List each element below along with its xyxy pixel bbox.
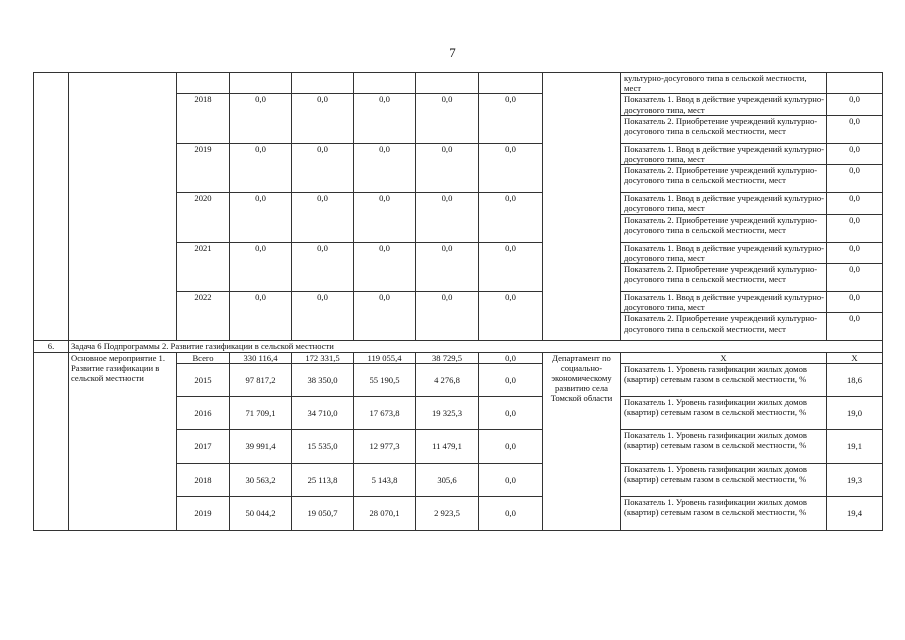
indicator-value-cell: 19,3 xyxy=(827,463,883,496)
indicator-value-cell: 0,0 xyxy=(827,242,883,263)
finance-total-cell: 38 729,5 xyxy=(416,352,479,363)
table-body xyxy=(34,73,883,531)
row-number-cell xyxy=(34,73,69,341)
finance-total-cell: 0,0 xyxy=(479,352,543,363)
finance-value-cell: 19 325,3 xyxy=(416,396,479,429)
indicator-value-cell: 19,1 xyxy=(827,429,883,463)
finance-value-cell: 4 276,8 xyxy=(416,363,479,396)
indicator-cell: Показатель 2. Приобретение учреждений культурно-досугового типа в сельской местности, мест xyxy=(621,264,827,292)
finance-value-cell: 0,0 xyxy=(479,193,543,242)
finance-value-cell: 38 350,0 xyxy=(292,363,354,396)
finance-value-cell: 11 479,1 xyxy=(416,429,479,463)
finance-total-cell: 172 331,5 xyxy=(292,352,354,363)
finance-value-cell: 0,0 xyxy=(416,242,479,291)
indicator-value-cell: Х xyxy=(827,352,883,363)
year-cell: 2017 xyxy=(177,429,230,463)
finance-total-cell: 119 055,4 xyxy=(354,352,416,363)
finance-value-cell: 0,0 xyxy=(354,143,416,192)
indicator-value-cell: 0,0 xyxy=(827,115,883,143)
year-cell: 2020 xyxy=(177,193,230,242)
finance-value-cell: 0,0 xyxy=(354,292,416,341)
finance-total-cell: 330 116,4 xyxy=(230,352,292,363)
total-label-cell: Всего xyxy=(177,352,230,363)
indicator-value-cell xyxy=(827,73,883,94)
finance-value-cell: 30 563,2 xyxy=(230,463,292,496)
indicator-cell: Показатель 1. Ввод в действие учреждений культурно-досугового типа, мест xyxy=(621,242,827,263)
indicator-value-cell: 0,0 xyxy=(827,165,883,193)
finance-value-cell: 0,0 xyxy=(230,242,292,291)
indicator-cell: Показатель 1. Уровень газификации жилых домов (квартир) сетевым газом в сельской местности, % xyxy=(621,363,827,396)
indicator-cell: Показатель 1. Ввод в действие учреждений культурно-досугового типа, мест xyxy=(621,292,827,313)
finance-value-cell: 34 710,0 xyxy=(292,396,354,429)
finance-value-cell: 0,0 xyxy=(416,94,479,143)
executor-cell xyxy=(543,73,621,341)
indicator-cell: Показатель 2. Приобретение учреждений культурно-досугового типа в сельской местности, мест xyxy=(621,214,827,242)
indicator-value-cell: 0,0 xyxy=(827,214,883,242)
indicator-value-cell: 0,0 xyxy=(827,94,883,115)
finance-value-cell: 0,0 xyxy=(479,429,543,463)
finance-value-cell: 5 143,8 xyxy=(354,463,416,496)
indicator-cell: Показатель 1. Уровень газификации жилых домов (квартир) сетевым газом в сельской местности, % xyxy=(621,429,827,463)
finance-value-cell: 0,0 xyxy=(479,143,543,192)
indicator-value-cell: 0,0 xyxy=(827,292,883,313)
finance-value-cell: 97 817,2 xyxy=(230,363,292,396)
finance-value-cell: 28 070,1 xyxy=(354,496,416,530)
finance-value-cell: 0,0 xyxy=(354,242,416,291)
finance-value-cell: 0,0 xyxy=(292,143,354,192)
finance-value-cell: 55 190,5 xyxy=(354,363,416,396)
table-row xyxy=(34,73,883,94)
finance-value-cell: 0,0 xyxy=(479,396,543,429)
finance-value-cell: 0,0 xyxy=(479,363,543,396)
finance-value-cell: 0,0 xyxy=(230,143,292,192)
indicator-cell: Показатель 1. Уровень газификации жилых домов (квартир) сетевым газом в сельской местности, % xyxy=(621,496,827,530)
year-cell: 2018 xyxy=(177,94,230,143)
year-cell: 2018 xyxy=(177,463,230,496)
year-cell: 2021 xyxy=(177,242,230,291)
indicator-value-cell: 0,0 xyxy=(827,313,883,341)
finance-value-cell: 0,0 xyxy=(354,193,416,242)
finance-value-cell: 305,6 xyxy=(416,463,479,496)
task-header-row xyxy=(34,341,883,352)
blank-cell xyxy=(416,73,479,94)
finance-value-cell: 0,0 xyxy=(354,94,416,143)
finance-value-cell: 0,0 xyxy=(230,94,292,143)
program-table xyxy=(33,72,883,531)
finance-value-cell: 0,0 xyxy=(416,143,479,192)
year-cell: 2019 xyxy=(177,143,230,192)
year-cell: 2019 xyxy=(177,496,230,530)
finance-value-cell: 2 923,5 xyxy=(416,496,479,530)
indicator-value-cell: 0,0 xyxy=(827,264,883,292)
indicator-cell: Показатель 2. Приобретение учреждений культурно-досугового типа в сельской местности, мест xyxy=(621,115,827,143)
finance-value-cell: 12 977,3 xyxy=(354,429,416,463)
year-cell: 2015 xyxy=(177,363,230,396)
year-cell: 2022 xyxy=(177,292,230,341)
task-title-cell: Задача 6 Подпрограммы 2. Развитие газификации в сельской местности xyxy=(69,341,883,352)
indicator-cell: Показатель 2. Приобретение учреждений культурно-досугового типа в сельской местности, мест xyxy=(621,165,827,193)
finance-value-cell: 25 113,8 xyxy=(292,463,354,496)
finance-value-cell: 19 050,7 xyxy=(292,496,354,530)
indicator-value-cell: 19,4 xyxy=(827,496,883,530)
finance-value-cell: 15 535,0 xyxy=(292,429,354,463)
indicator-cell: Показатель 1. Ввод в действие учреждений культурно-досугового типа, мест xyxy=(621,94,827,115)
finance-value-cell: 50 044,2 xyxy=(230,496,292,530)
blank-cell xyxy=(177,73,230,94)
total-row xyxy=(34,352,883,363)
finance-value-cell: 0,0 xyxy=(479,496,543,530)
finance-value-cell: 0,0 xyxy=(479,242,543,291)
indicator-cell: Показатель 1. Уровень газификации жилых домов (квартир) сетевым газом в сельской местности, % xyxy=(621,463,827,496)
finance-value-cell: 0,0 xyxy=(416,193,479,242)
indicator-value-cell: 18,6 xyxy=(827,363,883,396)
measure-cell: Основное мероприятие 1. Развитие газификации в сельской местности xyxy=(69,352,177,530)
indicator-cell: Показатель 1. Ввод в действие учреждений культурно-досугового типа, мест xyxy=(621,193,827,214)
finance-value-cell: 0,0 xyxy=(479,94,543,143)
task-number-cell: 6. xyxy=(34,341,69,352)
measure-cell xyxy=(69,73,177,341)
blank-cell xyxy=(292,73,354,94)
finance-value-cell: 0,0 xyxy=(230,193,292,242)
year-cell: 2016 xyxy=(177,396,230,429)
program-table-sheet xyxy=(33,72,882,531)
finance-value-cell: 0,0 xyxy=(292,292,354,341)
indicator-cell: Показатель 1. Уровень газификации жилых домов (квартир) сетевым газом в сельской местности, % xyxy=(621,396,827,429)
blank-cell xyxy=(479,73,543,94)
finance-value-cell: 0,0 xyxy=(479,463,543,496)
blank-cell xyxy=(230,73,292,94)
indicator-value-cell: 0,0 xyxy=(827,193,883,214)
page-number: 7 xyxy=(449,45,456,60)
finance-value-cell: 0,0 xyxy=(230,292,292,341)
finance-value-cell: 0,0 xyxy=(292,193,354,242)
indicator-cell: Показатель 1. Ввод в действие учреждений культурно-досугового типа, мест xyxy=(621,143,827,164)
indicator-cell: Х xyxy=(621,352,827,363)
indicator-cell: культурно-досугового типа в сельской местности, мест xyxy=(621,73,827,94)
finance-value-cell: 17 673,8 xyxy=(354,396,416,429)
row-number-cell xyxy=(34,352,69,530)
indicator-value-cell: 0,0 xyxy=(827,143,883,164)
finance-value-cell: 0,0 xyxy=(292,94,354,143)
blank-cell xyxy=(354,73,416,94)
finance-value-cell: 0,0 xyxy=(416,292,479,341)
executor-cell: Департамент по социально-экономическому развитию села Томской области xyxy=(543,352,621,530)
finance-value-cell: 39 991,4 xyxy=(230,429,292,463)
indicator-value-cell: 19,0 xyxy=(827,396,883,429)
finance-value-cell: 0,0 xyxy=(479,292,543,341)
indicator-cell: Показатель 2. Приобретение учреждений культурно-досугового типа в сельской местности, мест xyxy=(621,313,827,341)
finance-value-cell: 0,0 xyxy=(292,242,354,291)
finance-value-cell: 71 709,1 xyxy=(230,396,292,429)
